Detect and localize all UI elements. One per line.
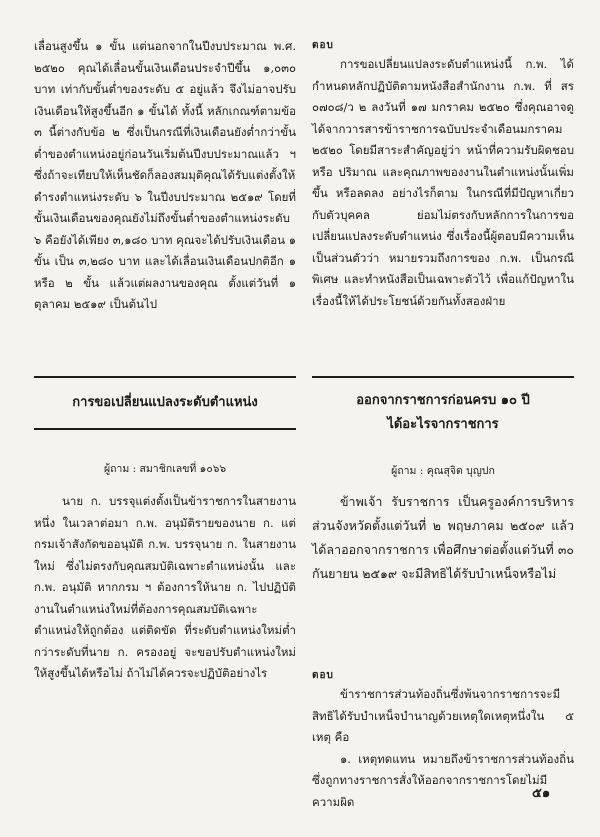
right-article-title-line1: ออกจากราชการก่อนครบ ๑๐ ปี (356, 393, 530, 408)
left-byline: ผู้ถาม : สมาชิกเลขที่ ๑๐๖๖ (103, 463, 227, 475)
right-list-item: ๑. เหตุทดแทน หมายถึงข้าราชการส่วนท้องถิ่นซึ่งถูกทางราชการสั่งให้ออกจากราชการโดยไม่มีความผิด (312, 751, 574, 809)
page-number: ๕๑ (532, 786, 551, 801)
left-question-text: นาย ก. บรรจุแต่งตั้งเป็นข้าราชการในสายงานหนึ่ง ในเวลาต่อมา ก.พ. อนุมัติรายของนาย ก. แต่กรมเจ้าสังกัดขออนุมัติ ก.พ. บรรจุนาย ก. ในสายงานใหม่ ซึ่งไม่ตรงกับคุณสมบัติเฉพาะตำแหน่งนั้น และ ก.พ. อนุมัติ หากกรม ฯ ต้องการให้นาย ก. ไปปฏิบัติงานในตำแหน่งใหม่ที่ต้องการคุณสมบัติเฉพาะตำแหน่งให้ถูกต้อง แต่ติดขัด ที่ระดับตำแหน่งใหม่ต่ำกว่าระดับที่นาย ก. ครองอยู่ จะขอปรับตำแหน่งใหม่ให้สูงขึ้นได้หรือไม่ ถ้าไม่ได้ควรจะปฏิบัติอย่างไร (34, 494, 296, 680)
right-top-text: การขอเปลี่ยนแปลงระดับตำแหน่งนี้ ก.พ. ได้กำหนดหลักปฏิบัติตามหนังสือสำนักงาน ก.พ. ที่ สร ๐๗๐๘/ว ๒ ลงวันที่ ๑๗ มกราคม ๒๕๒๐ ซึ่งคุณอาจดูได้จากวารสารข้าราชการฉบับประจำเดือนมกราคม ๒๕๒๐ โดยมีสาระสำคัญอยู่ว่า หน้าที่ความรับผิดชอบ หรือ ปริมาณ และคุณภาพของงานในตำแหน่งนั้นเพิ่มขึ้น หรือลดลง อย่างไรก็ตาม ในกรณีที่มีปัญหาเกี่ยวกับตัวบุคคล ย่อมไม่ตรงกับหลักการในการขอเปลี่ยนแปลงระดับตำแหน่ง ซึ่งเรื่องนี้ผู้ตอบมีความเห็นเป็นส่วนตัวว่า หมายรวมถึงการของ ก.พ. เป็นกรณีพิเศษ และทำหนังสือเป็นเฉพาะตัวไว้ เพื่อแก้ปัญหาในเรื่องนี้ให้ได้ประโยชน์ด้วยกันทั้งสองฝ่าย (312, 57, 574, 308)
left-question-block (34, 491, 296, 685)
left-bottom-rule (34, 428, 296, 430)
right-article-title-line2: ได้อะไรจากราชการ (387, 417, 499, 432)
left-continued-paragraph (34, 36, 296, 316)
left-top-text: เลื่อนสูงขึ้น ๑ ขั้น แต่นอกจากในปีงบประมาณ พ.ศ. ๒๕๒๐ คุณได้เลื่อนขั้นเงินเดือนประจำปีขึ้น ๑,๐๓๐ บาท เท่ากับขั้นต่ำของระดับ ๕ อยู่แล้ว จึงไม่อาจปรับเงินเดือนให้สูงขึ้นอีก ๑ ขั้นได้ ทั้งนี้ หลักเกณฑ์ตามข้อ ๓ นี้ต่างกับข้อ ๒ ซึ่งเป็นกรณีที่เงินเดือนยังต่ำกว่าขั้นต่ำของตำแหน่งอยู่ก่อนวันเริ่มต้นปีงบประมาณแล้ว ฯ ซึ่งถ้าจะเทียบให้เห็นชัดก็ลองสมมุติคุณได้รับแต่งตั้งให้ดำรงตำแหน่งระดับ ๖ ในปีงบประมาณ ๒๕๑๙ โดยที่ขั้นเงินเดือนของคุณยังไม่ถึงขั้นต่ำของตำแหน่งระดับ ๖ คือยังได้เพียง ๓,๑๘๐ บาท คุณจะได้ปรับเงินเดือน ๑ ขั้น เป็น ๓,๒๘๐ บาท และได้เลื่อนเงินเดือนปกติอีก ๑ หรือ ๒ ขั้น แล้วแต่ผลงานของคุณ ตั้งแต่วันที่ ๑ ตุลาคม ๒๕๑๙ เป็นต้นไป (34, 39, 296, 311)
answer-label: ตอบ (312, 40, 334, 51)
right-question-text: ข้าพเจ้า รับราชการ เป็นครูองค์การบริหารส่วนจังหวัดตั้งแต่วันที่ ๒ พฤษภาคม ๒๕๐๙ แล้วได้ลาออกจากราชการ เพื่อศึกษาต่อตั้งแต่วันที่ ๓๐ กันยายน ๒๕๑๙ จะมีสิทธิได้รับบำเหน็จหรือไม่ (312, 494, 574, 581)
left-article-title: การขอเปลี่ยนแปลงระดับตำแหน่ง (72, 395, 258, 410)
right-question-block (312, 490, 574, 586)
left-top-rule (34, 376, 296, 378)
right-top-rule (312, 376, 574, 378)
right-byline: ผู้ถาม : คุณสุจิต บุญปก (391, 465, 495, 477)
right-answer-block (312, 38, 574, 312)
answer2-label: ตอบ (312, 670, 334, 681)
right-answer2-text: ข้าราชการส่วนท้องถิ่นซึ่งพ้นจากราชการจะมีสิทธิได้รับบำเหน็จบำนาญด้วยเหตุใดเหตุหนึ่งใน ๕ เหตุ คือ (312, 687, 574, 744)
